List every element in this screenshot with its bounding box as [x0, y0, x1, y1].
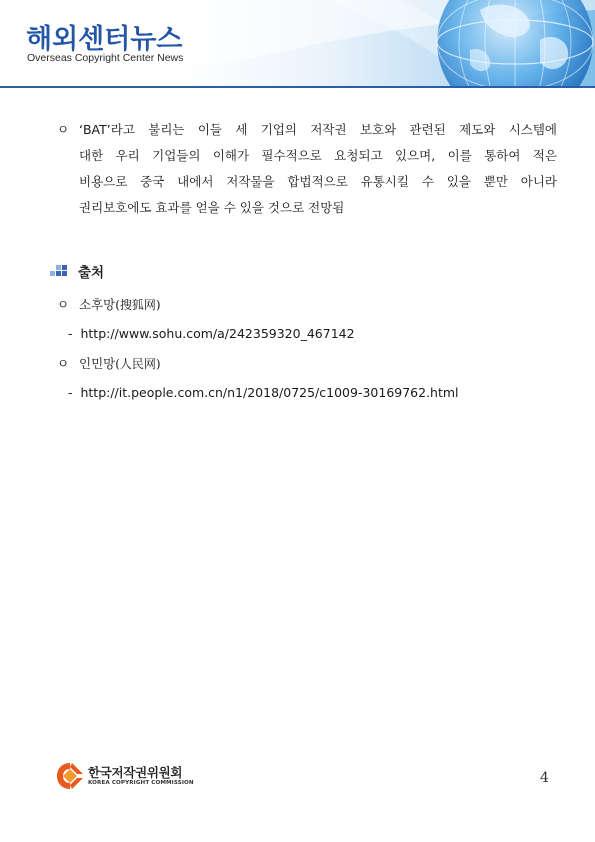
link-dash: - — [68, 326, 73, 341]
globe-icon — [410, 0, 595, 88]
source-name: 인민망 — [79, 356, 116, 371]
commission-name: 한국저작권위원회 — [88, 765, 183, 780]
source-link-row — [68, 385, 459, 400]
source-name-chinese: (搜狐网) — [115, 298, 161, 312]
source-link-row — [68, 326, 355, 341]
commission-logo-icon — [55, 761, 85, 791]
bullet-circle-icon: ㅇ — [57, 297, 70, 312]
source-link[interactable]: http://it.people.com.cn/n1/2018/0725/c1009-30169762.html — [80, 385, 459, 400]
body-paragraph — [79, 117, 557, 221]
bullet-circle-icon: ㅇ — [57, 356, 70, 371]
body-bullet-paragraph — [57, 117, 557, 221]
paragraph-line: 대한 우리 기업들의 이해가 필수적으로 요청되고 있으며, 이를 통하여 적은 — [79, 148, 557, 163]
header-banner — [0, 0, 595, 88]
paragraph-line: ‘BAT’라고 불리는 이들 세 기업의 저작권 보호와 관련된 제도와 시스템에 — [79, 122, 557, 137]
commission-name-en: KOREA COPYRIGHT COMMISSION — [88, 780, 194, 786]
source-link[interactable]: http://www.sohu.com/a/242359320_467142 — [80, 326, 355, 341]
source-item — [57, 354, 161, 372]
section-squares-icon — [50, 264, 70, 278]
newsletter-title: 해외센터뉴스 — [26, 24, 183, 55]
sources-heading — [50, 259, 104, 283]
newsletter-subtitle: Overseas Copyright Center News — [27, 52, 184, 64]
link-dash: - — [68, 385, 73, 400]
source-item — [57, 295, 161, 313]
paragraph-line: 권리보호에도 효과를 얻을 수 있을 것으로 전망됨 — [79, 200, 345, 215]
paragraph-line: 비용으로 중국 내에서 저작물을 합법적으로 유통시킬 수 있을 뿐만 아니라 — [79, 174, 557, 189]
page-number: 4 — [540, 770, 549, 786]
header-divider — [0, 86, 595, 88]
sources-title: 출처 — [78, 265, 105, 281]
bullet-circle-icon: ㅇ — [57, 122, 70, 137]
source-name-chinese: (人民网) — [115, 357, 161, 371]
source-name: 소후망 — [79, 297, 116, 312]
